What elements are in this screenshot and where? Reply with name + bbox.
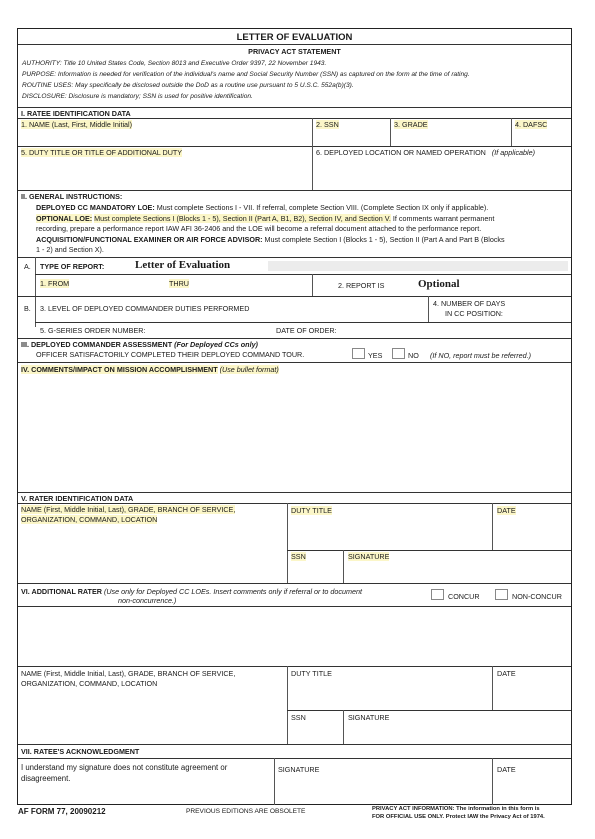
from-label: 1. FROM bbox=[40, 279, 70, 288]
section-3-title-note: (For Deployed CCs only) bbox=[174, 340, 258, 349]
routine-text: May specifically be disclosed outside the DoD as a routine use pursuant to 5 U.S.C. 552a(b)(3). bbox=[75, 82, 354, 89]
ratee-date-field[interactable] bbox=[494, 776, 569, 800]
section-4-note: (Use bullet format) bbox=[219, 365, 279, 374]
officer-completed-text: OFFICER SATISFACTORILY COMPLETED THEIR DEPLOYED COMMAND TOUR. bbox=[36, 350, 305, 359]
optional-loe-label: OPTIONAL LOE: bbox=[36, 214, 93, 223]
rater-duty-title-label: DUTY TITLE bbox=[291, 506, 332, 515]
rater-name-label-2: ORGANIZATION, COMMAND, LOCATION bbox=[21, 515, 158, 524]
ratee-signature-field[interactable] bbox=[276, 776, 490, 800]
comments-textarea[interactable] bbox=[20, 377, 569, 489]
rater-date-label: DATE bbox=[497, 506, 516, 515]
acquisition-text-2: 1 - 2) and Section X). bbox=[36, 245, 104, 254]
purpose-label: PURPOSE: bbox=[22, 71, 57, 78]
additional-rater-comments[interactable] bbox=[20, 608, 569, 664]
routine-line bbox=[22, 82, 354, 89]
section-6-note-2: non-concurrence.) bbox=[118, 596, 177, 605]
authority-line bbox=[22, 60, 326, 67]
authority-text: Title 10 United States Code, Section 8013 and Executive Order 9397, 22 November 1943. bbox=[63, 60, 327, 67]
thru-label: THRU bbox=[169, 279, 189, 288]
ratee-name-field[interactable] bbox=[20, 130, 310, 144]
number-of-days-label-2: IN CC POSITION: bbox=[445, 309, 503, 318]
deployed-cc-instruction bbox=[36, 203, 488, 212]
ratee-dafsc-field[interactable] bbox=[513, 130, 569, 144]
add-rater-ssn-label: SSN bbox=[291, 713, 306, 722]
number-of-days-field[interactable] bbox=[518, 304, 568, 316]
ratee-ssn-field[interactable] bbox=[314, 130, 388, 144]
report-is-label: 2. REPORT IS bbox=[338, 281, 385, 290]
yes-checkbox[interactable] bbox=[352, 348, 365, 359]
thru-date-field[interactable] bbox=[193, 277, 303, 289]
rater-signature-field[interactable] bbox=[345, 563, 569, 581]
concur-checkbox[interactable] bbox=[431, 589, 444, 600]
ratee-signature-label: SIGNATURE bbox=[278, 765, 320, 774]
disclosure-line bbox=[22, 93, 253, 100]
privacy-info-2: FOR OFFICIAL USE ONLY. Protect IAW the Privacy Act of 1974. bbox=[372, 814, 545, 820]
section-6-title bbox=[21, 587, 362, 596]
from-date-field[interactable] bbox=[78, 277, 163, 289]
rater-ssn-field[interactable] bbox=[289, 563, 341, 581]
section-7-title: VII. RATEE'S ACKNOWLEDGMENT bbox=[21, 747, 140, 756]
optional-loe-text: Must complete Sections I (Blocks 1 - 5), Section II (Part A, B1, B2), Section IV, and Section V. bbox=[94, 214, 391, 223]
routine-label: ROUTINE USES: bbox=[22, 82, 74, 89]
disclosure-label: DISCLOSURE: bbox=[22, 93, 67, 100]
section-4-title bbox=[21, 365, 279, 374]
no-note: (If NO, report must be referred.) bbox=[430, 351, 532, 360]
non-concur-checkbox[interactable] bbox=[495, 589, 508, 600]
ratee-date-label: DATE bbox=[497, 765, 516, 774]
section-3-title-text: III. DEPLOYED COMMANDER ASSESSMENT bbox=[21, 340, 173, 349]
deployed-location-field[interactable] bbox=[314, 159, 569, 187]
previous-editions-note: PREVIOUS EDITIONS ARE OBSOLETE bbox=[186, 808, 306, 815]
disclosure-text: Disclosure is mandatory; SSN is used for positive identification. bbox=[68, 93, 253, 100]
add-rater-duty-title-label: DUTY TITLE bbox=[291, 669, 332, 678]
add-rater-date-field[interactable] bbox=[494, 680, 569, 705]
date-of-order-field[interactable] bbox=[348, 324, 448, 336]
yes-label: YES bbox=[368, 351, 383, 360]
ratee-grade-field[interactable] bbox=[392, 130, 510, 144]
deployed-location-text: 6. DEPLOYED LOCATION OR NAMED OPERATION bbox=[316, 148, 486, 157]
add-rater-duty-title-field[interactable] bbox=[289, 680, 489, 705]
af-form-77 bbox=[17, 28, 572, 805]
g-series-field[interactable] bbox=[168, 324, 268, 336]
duty-title-field[interactable] bbox=[20, 159, 310, 187]
g-series-label: 5. G-SERIES ORDER NUMBER: bbox=[40, 326, 146, 335]
no-label: NO bbox=[408, 351, 419, 360]
report-is-value[interactable]: Optional bbox=[418, 278, 460, 290]
acquisition-text: Must complete Section I (Blocks 1 - 5), Section II (Part A and Part B (Blocks bbox=[264, 235, 505, 244]
non-concur-label: NON-CONCUR bbox=[512, 592, 562, 601]
purpose-text: Information is needed for verification of the individual's name and Social Security Number (SSN) as captured on the form at the time of rating. bbox=[57, 71, 470, 78]
rater-ssn-label: SSN bbox=[291, 552, 306, 561]
level-of-duties-label: 3. LEVEL OF DEPLOYED COMMANDER DUTIES PERFORMED bbox=[40, 304, 250, 313]
section-3-title bbox=[21, 340, 258, 349]
optional-loe-text-3: recording, prepare a performance report IAW AFI 36-2406 and the LOE will become a referral document attached to the performance report. bbox=[36, 224, 482, 233]
add-rater-name-field[interactable] bbox=[20, 690, 284, 740]
no-checkbox[interactable] bbox=[392, 348, 405, 359]
purpose-line bbox=[22, 71, 470, 78]
privacy-info: PRIVACY ACT INFORMATION: The information in this form is bbox=[372, 806, 540, 812]
ratee-name-label: 1. NAME (Last, First, Middle Initial) bbox=[21, 120, 133, 129]
rater-name-label: NAME (First, Middle Initial, Last), GRADE, BRANCH OF SERVICE, bbox=[21, 505, 236, 514]
type-of-report-shade bbox=[268, 261, 568, 271]
add-rater-signature-field[interactable] bbox=[345, 723, 569, 741]
add-rater-signature-label: SIGNATURE bbox=[348, 713, 390, 722]
section-2-title: II. GENERAL INSTRUCTIONS: bbox=[21, 192, 123, 201]
acknowledgment-text: I understand my signature does not constitute agreement or bbox=[21, 763, 228, 772]
form-title: LETTER OF EVALUATION bbox=[236, 32, 353, 43]
form-number: AF FORM 77, 20090212 bbox=[18, 807, 106, 816]
acquisition-instruction bbox=[36, 235, 505, 244]
authority-label: AUTHORITY: bbox=[22, 60, 62, 67]
add-rater-date-label: DATE bbox=[497, 669, 516, 678]
date-of-order-label: DATE OF ORDER: bbox=[276, 326, 337, 335]
concur-label: CONCUR bbox=[448, 592, 480, 601]
deployed-location-label bbox=[316, 148, 535, 157]
add-rater-ssn-field[interactable] bbox=[289, 723, 341, 741]
optional-loe-instruction bbox=[36, 214, 494, 223]
grade-label: 3. GRADE bbox=[394, 120, 428, 129]
dafsc-label: 4. DAFSC bbox=[515, 120, 548, 129]
duty-title-label: 5. DUTY TITLE OR TITLE OF ADDITIONAL DUTY bbox=[21, 148, 183, 157]
part-b-letter: B. bbox=[24, 304, 31, 313]
add-rater-name-label-2: ORGANIZATION, COMMAND, LOCATION bbox=[21, 679, 158, 688]
section-1-title: I. RATEE IDENTIFICATION DATA bbox=[21, 109, 131, 118]
ssn-label: 2. SSN bbox=[316, 120, 339, 129]
part-a-letter: A. bbox=[24, 262, 31, 271]
type-of-report-label: TYPE OF REPORT: bbox=[40, 262, 105, 271]
rater-date-field[interactable] bbox=[494, 517, 569, 539]
add-rater-name-label: NAME (First, Middle Initial, Last), GRADE, BRANCH OF SERVICE, bbox=[21, 669, 236, 678]
rater-signature-label: SIGNATURE bbox=[348, 552, 390, 561]
privacy-title: PRIVACY ACT STATEMENT bbox=[248, 47, 341, 56]
number-of-days-label: 4. NUMBER OF DAYS bbox=[433, 299, 506, 308]
rater-duty-title-field[interactable] bbox=[289, 517, 489, 539]
deployed-cc-label: DEPLOYED CC MANDATORY LOE: bbox=[36, 203, 155, 212]
section-5-title: V. RATER IDENTIFICATION DATA bbox=[21, 494, 134, 503]
section-6-note: (Use only for Deployed CC LOEs. Insert comments only if referral or to document bbox=[103, 587, 362, 596]
section-4-title-text: IV. COMMENTS/IMPACT ON MISSION ACCOMPLISHMENT bbox=[21, 365, 218, 374]
acknowledgment-text-2: disagreement. bbox=[21, 774, 71, 783]
acquisition-label: ACQUISITION/FUNCTIONAL EXAMINER OR AIR FORCE ADVISOR: bbox=[36, 235, 263, 244]
deployed-location-note: (If applicable) bbox=[491, 148, 536, 157]
deployed-cc-text: Must complete Sections I - VII. If referral, complete Section VIII. (Complete Section IX only if applicable). bbox=[156, 203, 489, 212]
section-6-title-text: VI. ADDITIONAL RATER bbox=[21, 587, 102, 596]
rater-name-field[interactable] bbox=[20, 526, 284, 578]
type-of-report-value[interactable]: Letter of Evaluation bbox=[135, 259, 231, 271]
optional-loe-text-2: If comments warrant permanent bbox=[392, 214, 495, 223]
